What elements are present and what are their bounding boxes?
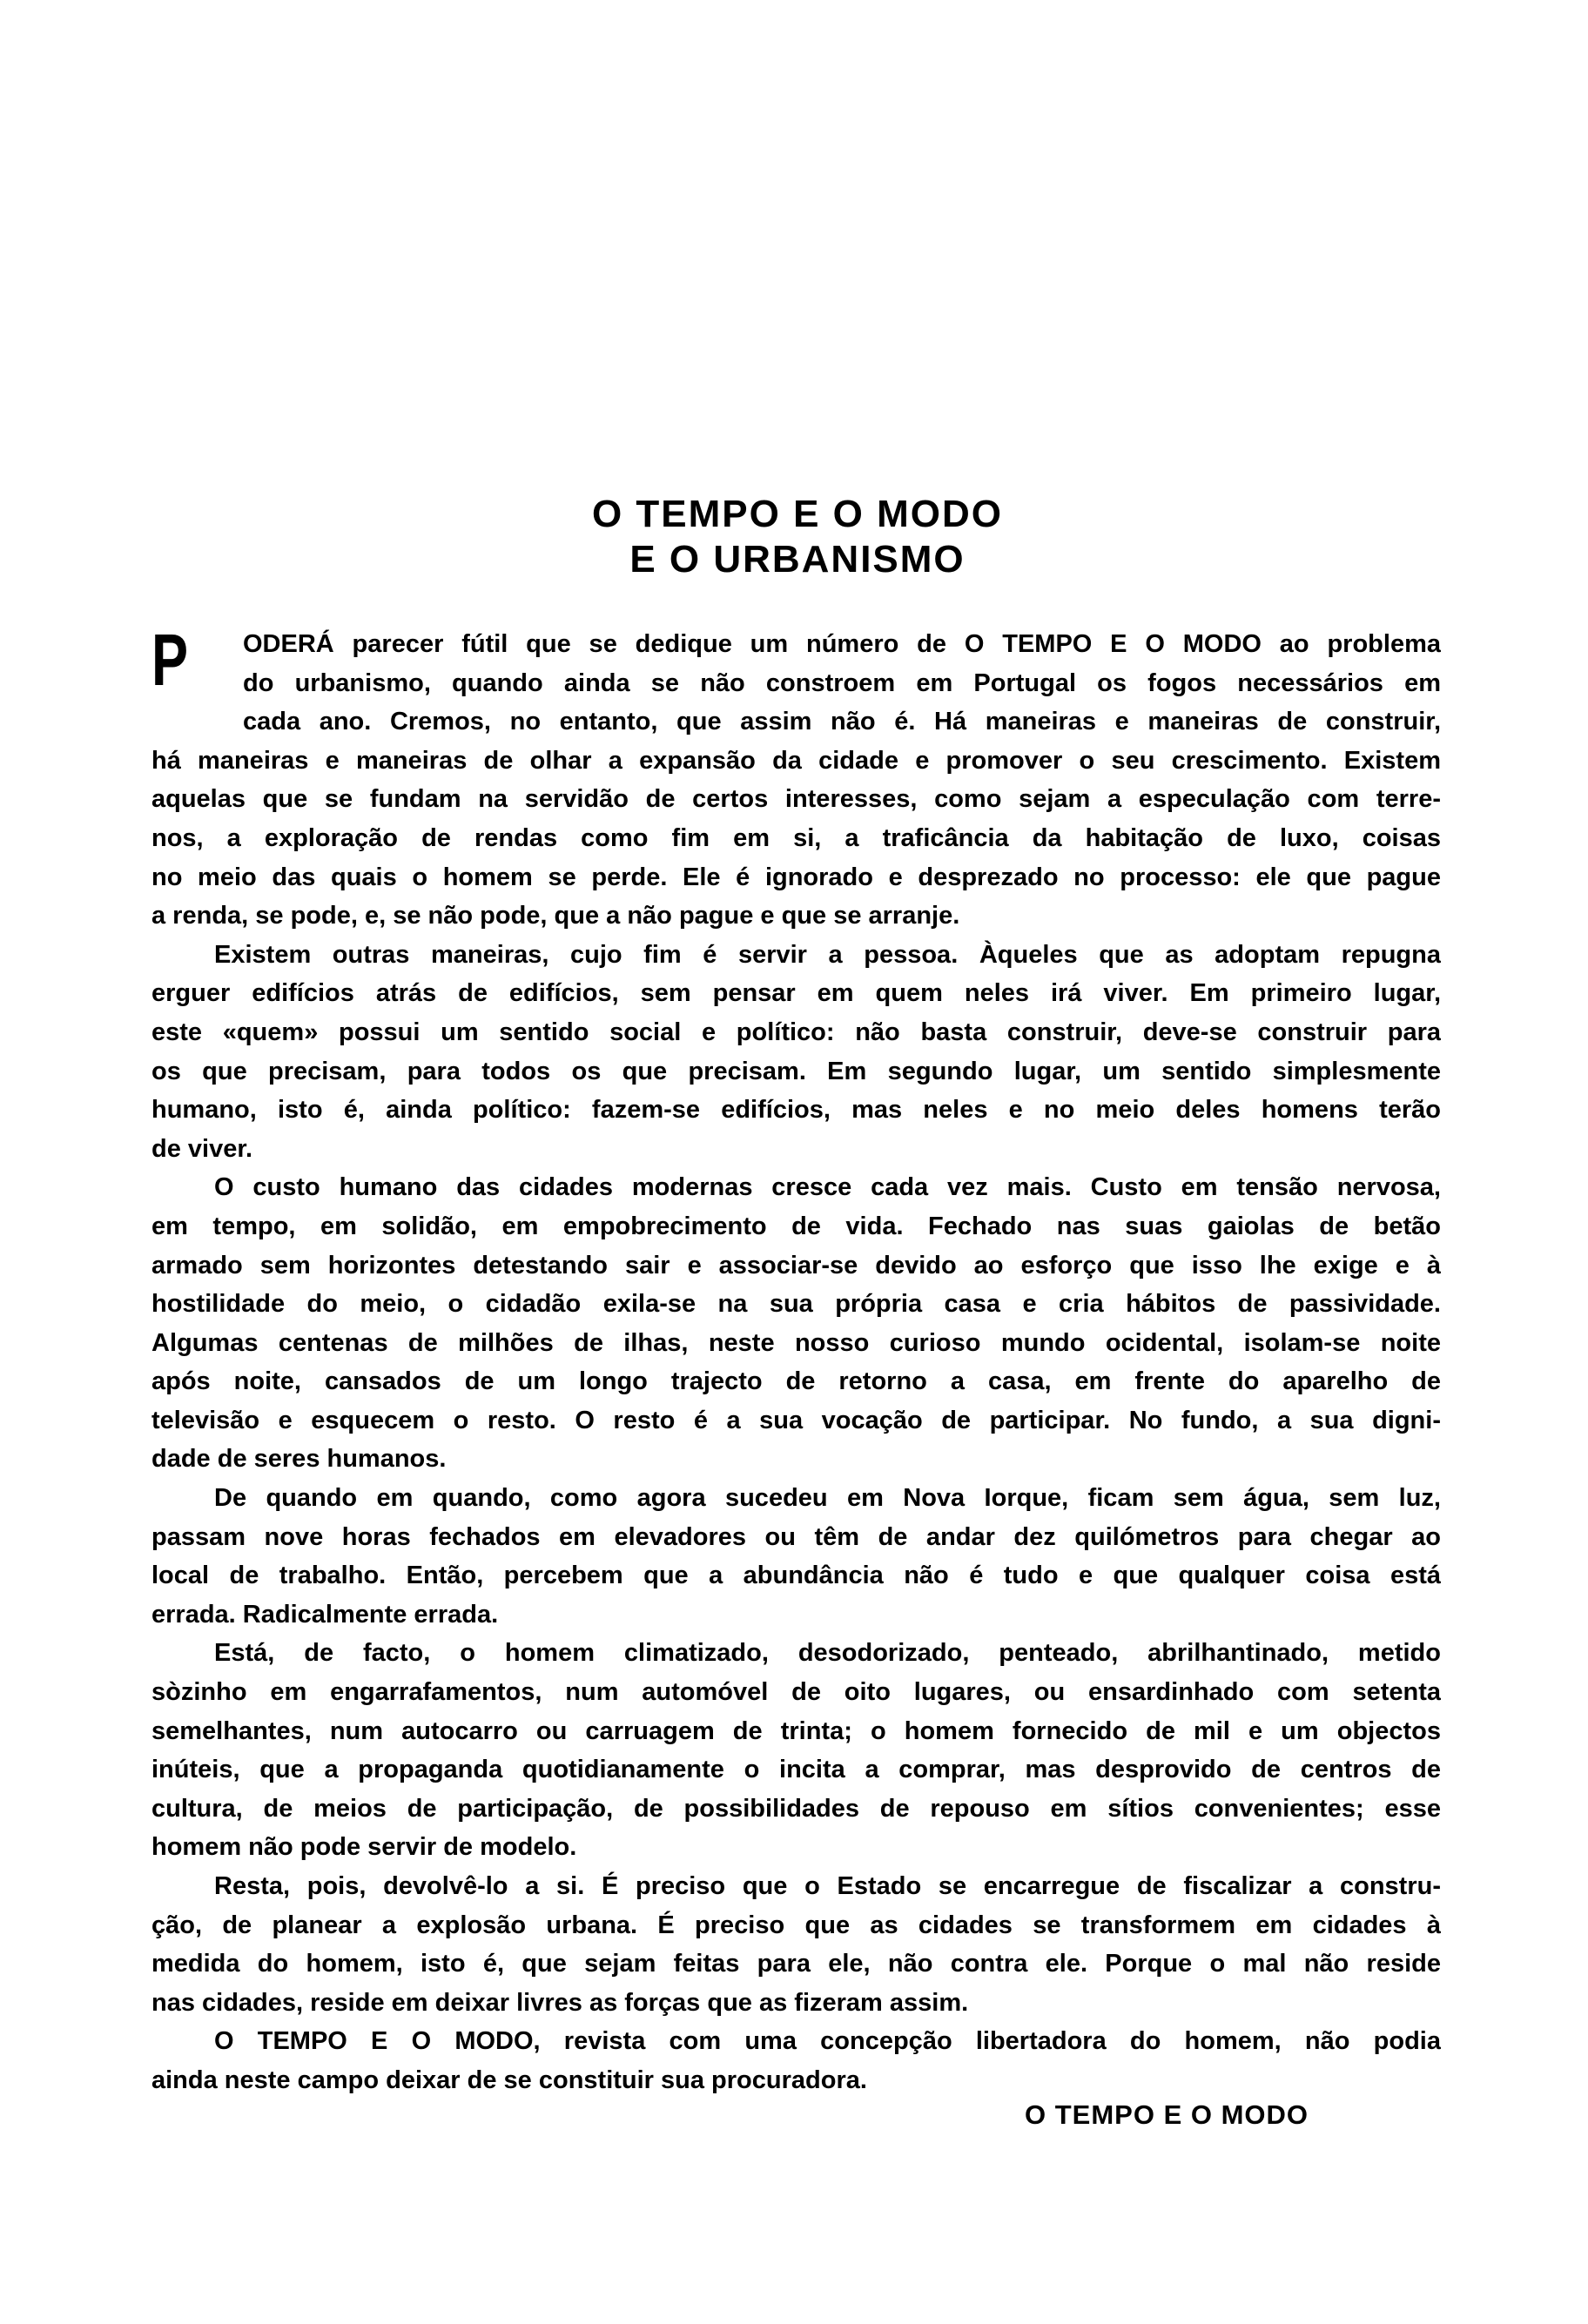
- text-line: De quando em quando, como agora sucedeu em Nova Iorque, ficam sem água, sem luz,: [214, 1484, 1441, 1513]
- paragraph: [151, 1168, 1441, 1479]
- text-line: nas cidades, reside em deixar livres as forças que as fizeram assim.: [151, 1988, 969, 2017]
- text-line: semelhantes, num autocarro ou carruagem de trinta; o homem fornecido de mil e um objectos: [151, 1716, 1441, 1745]
- text-line: Está, de facto, o homem climatizado, desodorizado, penteado, abrilhantinado, metido: [214, 1639, 1441, 1668]
- text-line: cada ano. Cremos, no entanto, que assim não é. Há maneiras e maneiras de construir,: [243, 708, 1441, 736]
- text-line: armado sem horizontes detestando sair e associar-se devido ao esforço que isso lhe exige e à: [151, 1251, 1441, 1280]
- text-line: do urbanismo, quando ainda se não constroem em Portugal os fogos necessários em: [243, 668, 1441, 697]
- text-line: ção, de planear a explosão urbana. É preciso que as cidades se transformem em cidades à: [151, 1911, 1441, 1939]
- text-line: os que precisam, para todos os que precisam. Em segundo lugar, um sentido simplesmente: [151, 1057, 1441, 1085]
- text-line: errada. Radicalmente errada.: [151, 1600, 499, 1629]
- paragraph: [151, 1479, 1441, 1634]
- signature: O TEMPO E O MODO: [1025, 2099, 1309, 2130]
- text-line: no meio das quais o homem se perde. Ele é ignorado e desprezado no processo: ele que pague: [151, 863, 1441, 891]
- text-line: Existem outras maneiras, cujo fim é servir a pessoa. Àqueles que as adoptam repugna: [214, 940, 1441, 969]
- paragraph: [151, 1634, 1441, 1867]
- text-line: erguer edifícios atrás de edifícios, sem pensar em quem neles irá viver. Em primeiro lugar,: [151, 979, 1441, 1008]
- text-line: local de trabalho. Então, percebem que a abundância não é tudo e que qualquer coisa está: [151, 1562, 1441, 1590]
- text-line: após noite, cansados de um longo trajecto de retorno a casa, em frente do aparelho de: [151, 1367, 1441, 1396]
- paragraph: [151, 936, 1441, 1169]
- paragraph: [151, 2022, 1441, 2099]
- text-line: hostilidade do meio, o cidadão exila-se na sua própria casa e cria hábitos de passividade.: [151, 1290, 1441, 1319]
- text-line: em tempo, em solidão, em empobrecimento de vida. Fechado nas suas gaiolas de betão: [151, 1212, 1441, 1240]
- text-line: há maneiras e maneiras de olhar a expansão da cidade e promover o seu crescimento. Existem: [151, 746, 1441, 775]
- text-line: Algumas centenas de milhões de ilhas, neste nosso curioso mundo ocidental, isolam-se noite: [151, 1328, 1441, 1357]
- text-line: televisão e esquecem o resto. O resto é a sua vocação de participar. No fundo, a sua digni-: [151, 1406, 1441, 1434]
- paragraph: [151, 619, 1441, 936]
- text-line: nos, a exploração de rendas como fim em si, a traficância da habitação de luxo, coisas: [151, 823, 1441, 852]
- text-line: passam nove horas fechados em elevadores ou têm de andar dez quilómetros para chegar ao: [151, 1522, 1441, 1551]
- title-line-1: O TEMPO E O MODO: [591, 493, 1004, 535]
- text-line: Resta, pois, devolvê-lo a si. É preciso que o Estado se encarregue de fiscalizar a constru-: [214, 1872, 1441, 1900]
- text-line: homem não pode servir de modelo.: [151, 1833, 577, 1862]
- paragraph: [151, 1867, 1441, 2022]
- text-line: medida do homem, isto é, que sejam feitas para ele, não contra ele. Porque o mal não reside: [151, 1950, 1441, 1978]
- title-line-2: E O URBANISMO: [629, 538, 966, 581]
- text-line: este «quem» possui um sentido social e político: não basta construir, deve-se construir para: [151, 1018, 1441, 1046]
- drop-cap: P: [151, 619, 189, 701]
- text-line: sòzinho em engarrafamentos, num automóvel de oito lugares, ou ensardinhado com setenta: [151, 1678, 1441, 1707]
- text-line: aquelas que se fundam na servidão de certos interesses, como sejam a especulação com terre-: [151, 785, 1441, 814]
- text-line: O TEMPO E O MODO, revista com uma concepção libertadora do homem, não podia: [214, 2027, 1441, 2056]
- text-line: ODERÁ parecer fútil que se dedique um número de O TEMPO E O MODO ao problema: [243, 630, 1441, 658]
- text-line: a renda, se pode, e, se não pode, que a não pague e que se arranje.: [151, 902, 960, 930]
- text-line: humano, isto é, ainda político: fazem-se edifícios, mas neles e no meio deles homens terão: [151, 1096, 1441, 1125]
- text-line: de viver.: [151, 1134, 253, 1163]
- text-line: inúteis, que a propaganda quotidianamente o incita a comprar, mas desprovido de centros de: [151, 1756, 1441, 1784]
- text-line: dade de seres humanos.: [151, 1445, 447, 1474]
- text-line: ainda neste campo deixar de se constituir sua procuradora.: [151, 2065, 867, 2094]
- text-line: O custo humano das cidades modernas cresce cada vez mais. Custo em tensão nervosa,: [214, 1173, 1441, 1202]
- text-line: cultura, de meios de participação, de possibilidades de repouso em sítios convenientes; esse: [151, 1794, 1441, 1823]
- article-body: [151, 619, 1441, 2100]
